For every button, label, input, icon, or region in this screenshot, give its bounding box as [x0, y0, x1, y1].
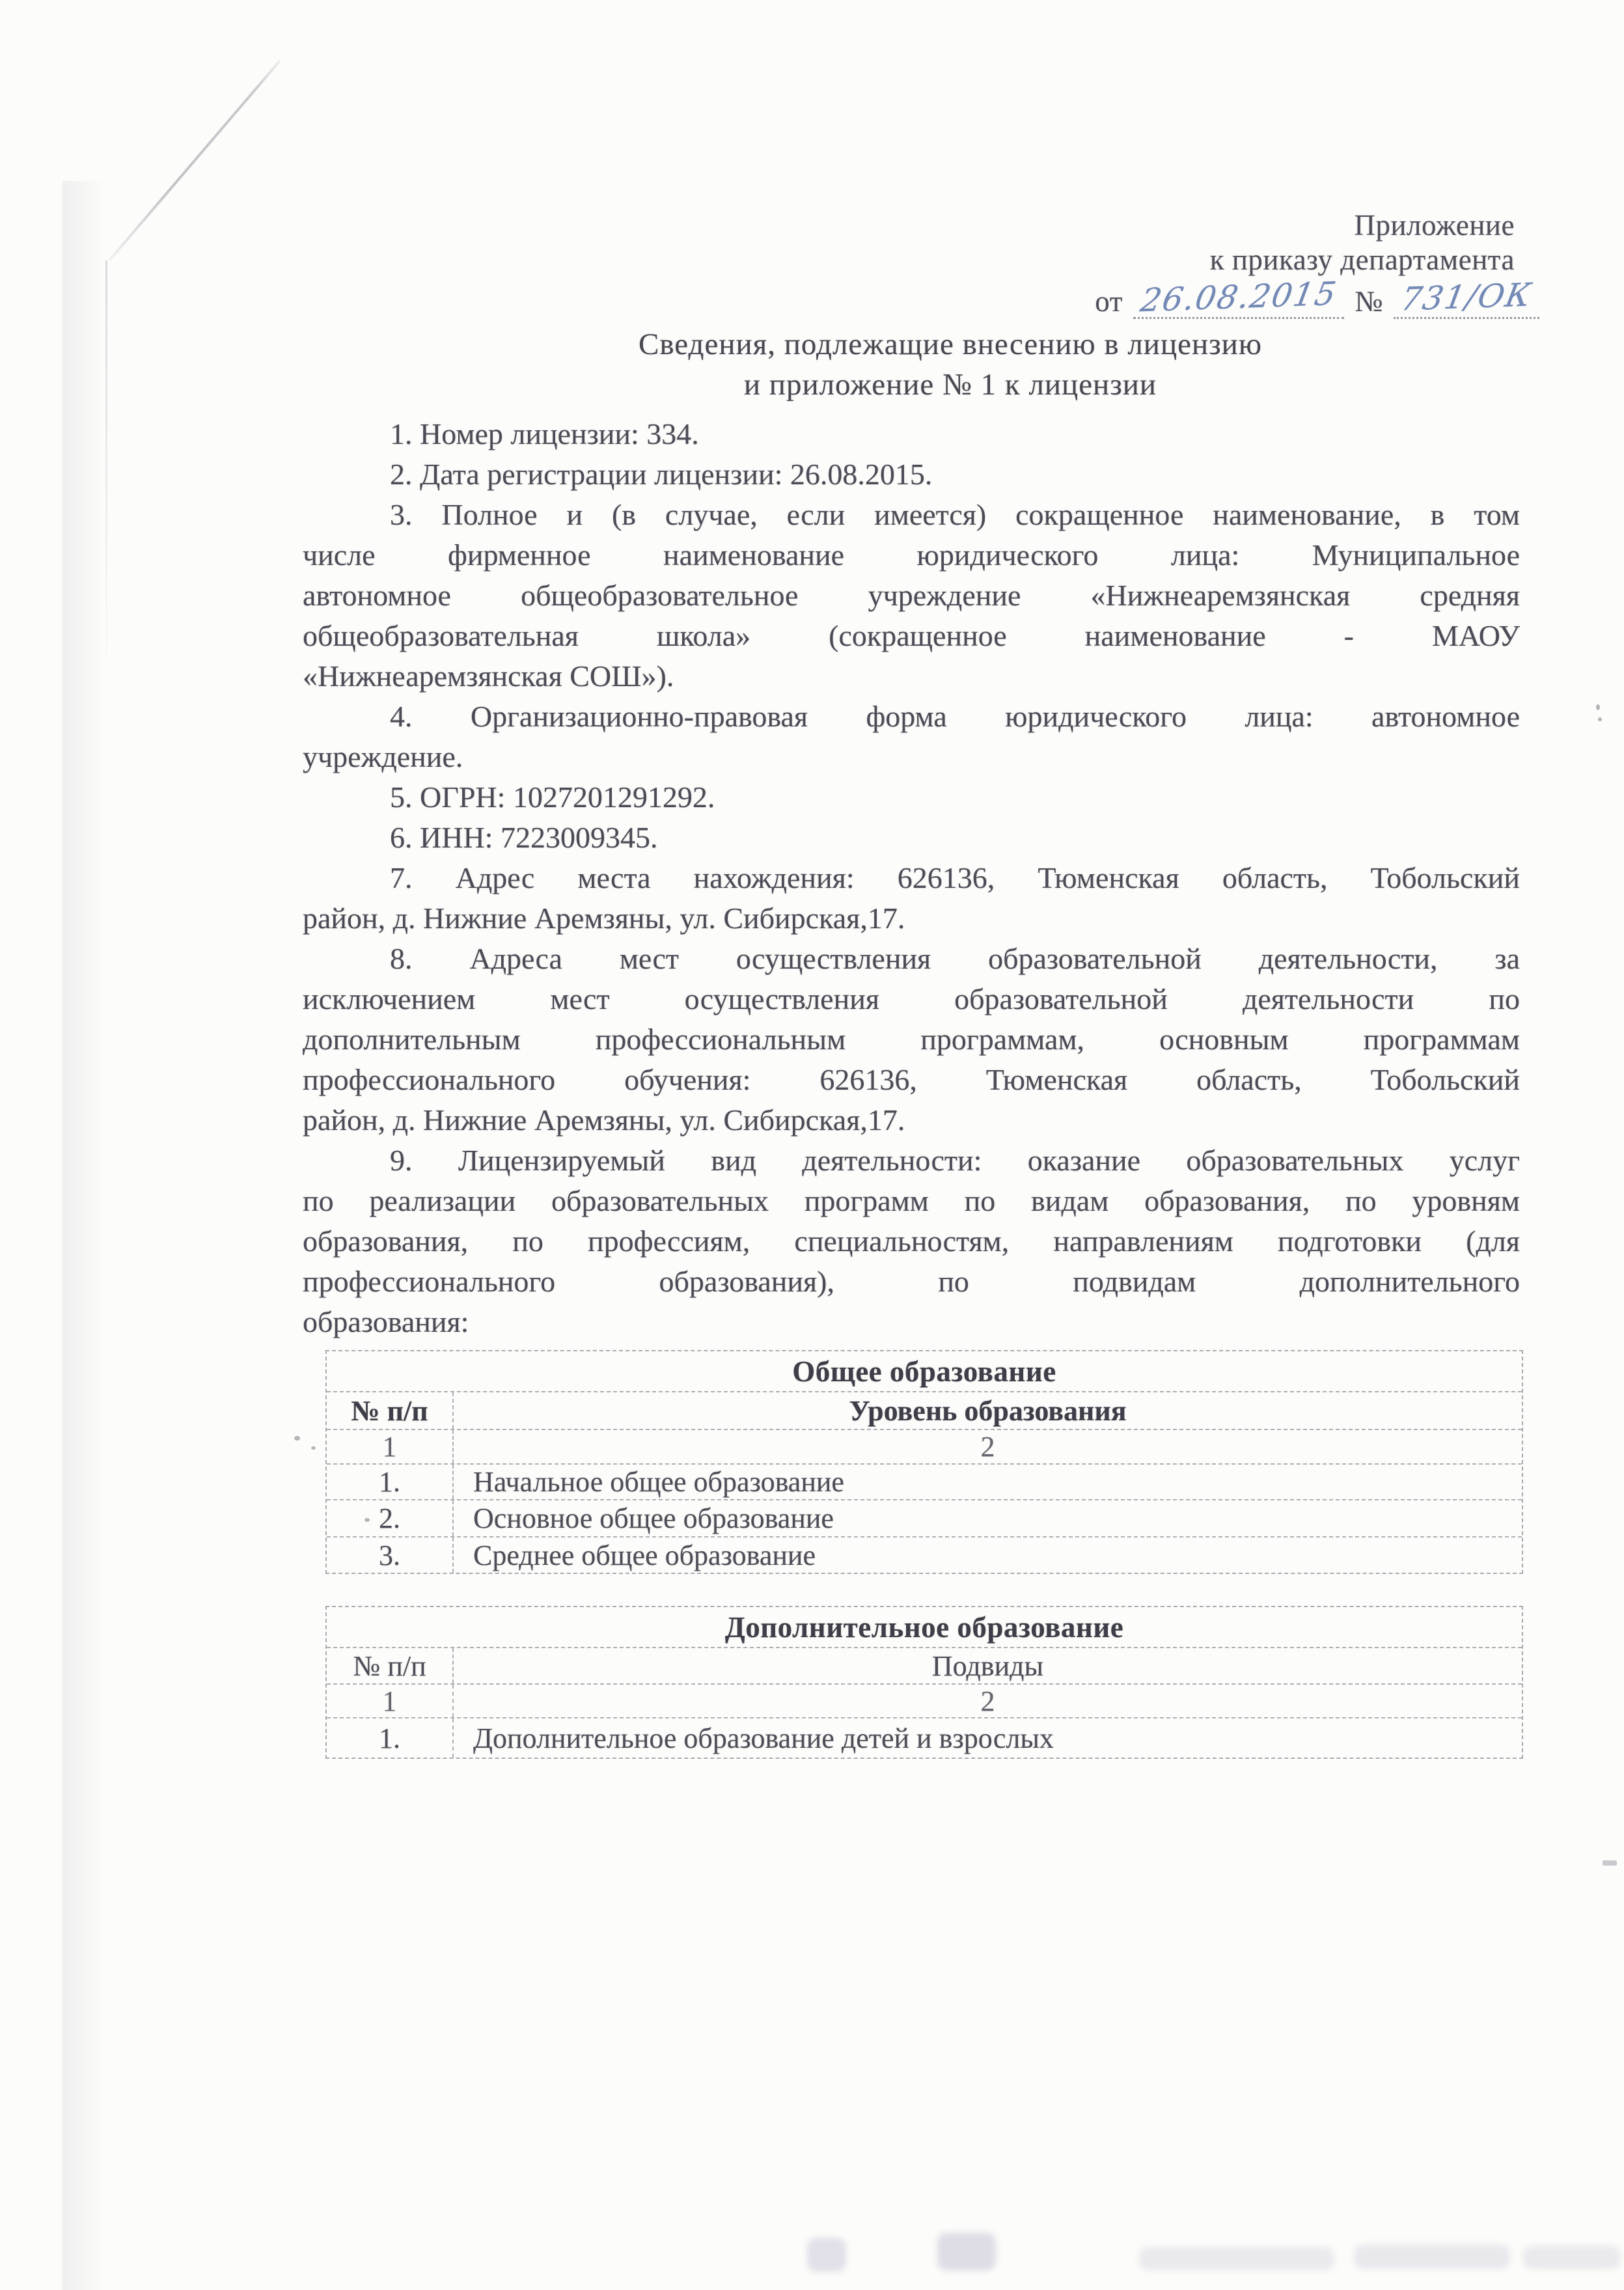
scan-bleedthrough-blob	[807, 2238, 846, 2272]
paragraph-4-line: учреждение.	[303, 740, 463, 773]
document-title-line2: и приложение № 1 к лицензии	[743, 368, 1157, 402]
row-text: Начальное общее образование	[473, 1466, 844, 1498]
table-header-row	[327, 1391, 1522, 1429]
table-column-number-row	[327, 1429, 1522, 1463]
table-header-row	[327, 1647, 1522, 1683]
paragraph-1-line: 1. Номер лицензии: 334.	[390, 417, 699, 450]
paragraph-3-line: 3. Полное и (в случае, если имеется) сокращенное наименование, в том	[390, 498, 1520, 531]
row-number: 1.	[327, 1718, 454, 1758]
table-title-row	[327, 1351, 1522, 1391]
document-body	[303, 414, 1520, 1342]
appendix-header	[1095, 208, 1535, 320]
paragraph-3-line: общеобразовательная школа» (сокращенное наименование - МАОУ	[303, 619, 1520, 652]
row-number: 3.	[327, 1538, 454, 1573]
col-number-1: 1	[327, 1685, 454, 1717]
scan-bleedthrough-blob	[1139, 2247, 1334, 2270]
handwritten-number-field	[1394, 276, 1539, 319]
col-header-subtypes: Подвиды	[931, 1649, 1044, 1682]
scan-speck	[1596, 704, 1600, 710]
scan-speck	[311, 1446, 316, 1450]
table-title: Дополнительное образование	[724, 1610, 1124, 1644]
paragraph-9-line: образования, по профессиям, специальностям, направлениям подготовки (для	[303, 1224, 1520, 1258]
paragraph-3-line: автономное общеобразовательное учреждение «Нижнеаремзянская средняя	[303, 579, 1520, 612]
paragraph-2-line: 2. Дата регистрации лицензии: 26.08.2015.	[390, 458, 933, 491]
table-title-row	[327, 1607, 1522, 1647]
scan-dash-mark	[1603, 1860, 1617, 1866]
row-number: 1.	[327, 1465, 454, 1499]
paragraph-6-line: 6. ИНН: 7223009345.	[390, 821, 658, 854]
paragraph-3-line: «Нижнеаремзянская СОШ»).	[303, 659, 674, 693]
additional-education-table	[325, 1606, 1523, 1759]
table-column-number-row	[327, 1683, 1522, 1717]
col-header-level: Уровень образования	[849, 1394, 1127, 1427]
handwritten-number: 731/ОК	[1397, 276, 1535, 318]
row-number: 2.	[327, 1500, 454, 1536]
scan-bleedthrough-blob	[1523, 2246, 1621, 2269]
paragraph-3-line: числе фирменное наименование юридического лица: Муниципальное	[303, 538, 1520, 572]
paragraph-7-line: район, д. Нижние Аремзяны, ул. Сибирская,17.	[303, 902, 905, 935]
paragraph-8-line: 8. Адреса мест осуществления образовательной деятельности, за	[390, 942, 1520, 975]
handwritten-date: 26.08.2015	[1137, 275, 1340, 320]
scan-artifact-vertical-fade-line	[105, 260, 107, 690]
table-row	[327, 1536, 1522, 1573]
row-text: Основное общее образование	[473, 1502, 834, 1534]
paragraph-8-line: профессионального обучения: 626136, Тюменская область, Тобольский	[303, 1063, 1520, 1096]
scan-speck	[294, 1436, 300, 1441]
table-row	[327, 1463, 1522, 1499]
table-row	[327, 1717, 1522, 1758]
paragraph-4-line: 4. Организационно-правовая форма юридического лица: автономное	[390, 700, 1520, 733]
table-row	[327, 1499, 1522, 1536]
document-title-line1: Сведения, подлежащие внесению в лицензию	[639, 327, 1262, 361]
row-text: Среднее общее образование	[473, 1539, 816, 1571]
scan-artifact-diagonal-fold-line	[108, 59, 281, 261]
paragraph-8-line: исключением мест осуществления образовательной деятельности по	[303, 982, 1520, 1015]
general-education-table	[325, 1350, 1523, 1574]
paragraph-8-line: район, д. Нижние Аремзяны, ул. Сибирская,17.	[303, 1103, 905, 1137]
col-number-2: 2	[980, 1685, 995, 1717]
col-number-1: 1	[327, 1430, 454, 1463]
paragraph-5-line: 5. ОГРН: 1027201291292.	[390, 780, 715, 814]
scan-bleedthrough-blob	[1354, 2244, 1510, 2269]
handwritten-date-field	[1133, 275, 1345, 320]
appendix-date-number-line	[1095, 275, 1539, 320]
paragraph-9-line: 9. Лицензируемый вид деятельности: оказание образовательных услуг	[390, 1144, 1520, 1177]
table-title: Общее образование	[792, 1355, 1056, 1388]
scan-bleedthrough-blob	[937, 2233, 996, 2270]
scan-artifact-left-edge-band	[62, 181, 102, 2290]
paragraph-9-line: профессионального образования), по подвидам дополнительного	[303, 1265, 1520, 1298]
scan-speck	[1598, 717, 1602, 721]
appendix-order-label: к приказу департамента	[1209, 243, 1515, 276]
col-number-2: 2	[980, 1431, 995, 1463]
number-sign-label: №	[1355, 285, 1383, 318]
appendix-label: Приложение	[1354, 209, 1515, 241]
col-header-number: № п/п	[327, 1392, 454, 1429]
paragraph-9-line: образования:	[303, 1305, 469, 1338]
paragraph-9-line: по реализации образовательных программ по видам образования, по уровням	[303, 1184, 1520, 1217]
col-header-number: № п/п	[327, 1648, 454, 1683]
document-title	[303, 324, 1520, 405]
date-from-label: от	[1095, 285, 1123, 318]
paragraph-8-line: дополнительным профессиональным программам, основным программам	[303, 1023, 1520, 1056]
row-text: Дополнительное образование детей и взрослых	[473, 1722, 1054, 1754]
paragraph-7-line: 7. Адрес места нахождения: 626136, Тюменская область, Тобольский	[390, 861, 1520, 894]
